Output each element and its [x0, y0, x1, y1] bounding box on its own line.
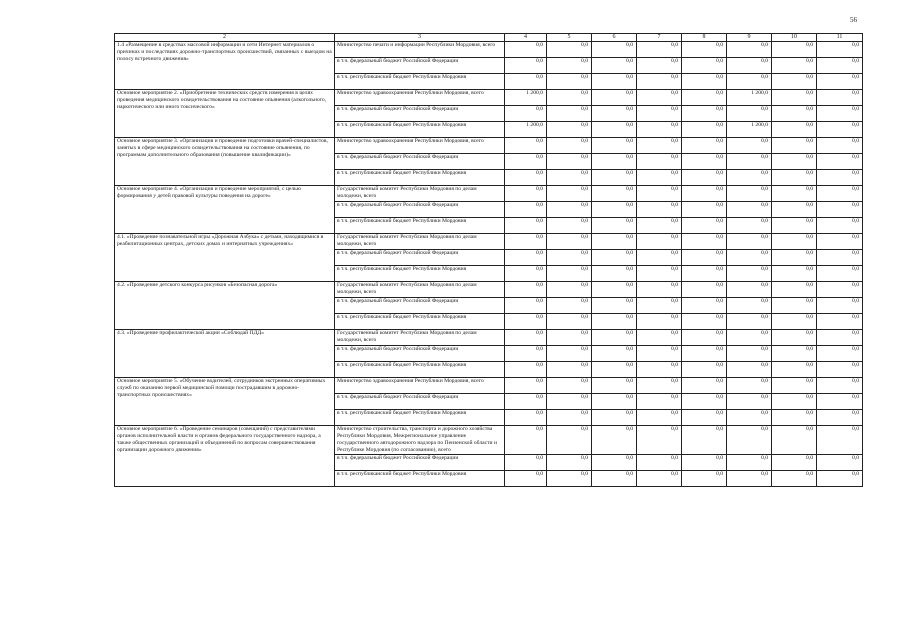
amount-cell: 0,0	[727, 282, 772, 298]
amount-cell: 0,0	[727, 154, 772, 170]
amount-cell: 0,0	[547, 218, 592, 234]
amount-cell: 0,0	[505, 455, 547, 471]
amount-cell: 0,0	[547, 58, 592, 74]
amount-cell: 0,0	[547, 362, 592, 378]
amount-cell: 0,0	[682, 154, 727, 170]
amount-cell: 0,0	[682, 471, 727, 487]
amount-cell: 0,0	[817, 394, 863, 410]
amount-cell: 0,0	[772, 186, 817, 202]
amount-cell: 0,0	[637, 314, 682, 330]
amount-cell: 0,0	[772, 410, 817, 426]
amount-cell: 0,0	[772, 154, 817, 170]
amount-cell: 0,0	[727, 234, 772, 250]
amount-cell: 0,0	[682, 42, 727, 58]
amount-cell: 0,0	[682, 122, 727, 138]
funding-source: в т.ч. республиканский бюджет Республики Мордовия	[335, 266, 505, 282]
amount-cell: 0,0	[682, 330, 727, 346]
amount-cell: 0,0	[505, 471, 547, 487]
amount-cell: 0,0	[682, 346, 727, 362]
amount-cell: 0,0	[592, 426, 637, 455]
amount-cell: 0,0	[592, 362, 637, 378]
amount-cell: 0,0	[682, 58, 727, 74]
amount-cell: 0,0	[817, 74, 863, 90]
amount-cell: 0,0	[682, 106, 727, 122]
amount-cell: 1 200,0	[727, 90, 772, 106]
amount-cell: 0,0	[817, 455, 863, 471]
amount-cell: 0,0	[547, 394, 592, 410]
amount-cell: 0,0	[772, 426, 817, 455]
table-row	[115, 42, 863, 58]
amount-cell: 0,0	[637, 234, 682, 250]
funding-source: в т.ч. федеральный бюджет Российской Федерации	[335, 58, 505, 74]
amount-cell: 0,0	[772, 106, 817, 122]
amount-cell: 0,0	[592, 250, 637, 266]
amount-cell: 0,0	[817, 378, 863, 394]
amount-cell: 0,0	[682, 378, 727, 394]
activity-title: Основное мероприятие 3. «Организация и проведение подготовки врачей-специалистов, занятых в сфере медицинского освидетельствования на состояние опьянения, по программам дополнительного образования (повышение квалификации)»	[115, 138, 335, 186]
amount-cell: 0,0	[637, 362, 682, 378]
amount-cell: 0,0	[727, 471, 772, 487]
column-number-4: 4	[505, 34, 547, 42]
amount-cell: 0,0	[772, 362, 817, 378]
amount-cell: 0,0	[772, 298, 817, 314]
amount-cell: 0,0	[772, 90, 817, 106]
amount-cell: 0,0	[637, 298, 682, 314]
amount-cell: 0,0	[772, 394, 817, 410]
column-number-2: 2	[115, 34, 335, 42]
amount-cell: 0,0	[547, 90, 592, 106]
amount-cell: 0,0	[772, 74, 817, 90]
activity-title: 4.2. «Проведение детского конкурса рисунков «Безопасная дорога»	[115, 282, 335, 330]
amount-cell: 0,0	[727, 455, 772, 471]
amount-cell: 0,0	[727, 170, 772, 186]
column-number-5: 5	[547, 34, 592, 42]
funding-source: Государственный комитет Республики Мордовия по делам молодежи, всего	[335, 186, 505, 202]
amount-cell: 0,0	[817, 346, 863, 362]
amount-cell: 0,0	[682, 266, 727, 282]
amount-cell: 0,0	[592, 330, 637, 346]
amount-cell: 0,0	[505, 378, 547, 394]
amount-cell: 0,0	[772, 378, 817, 394]
amount-cell: 0,0	[592, 266, 637, 282]
amount-cell: 1 200,0	[505, 122, 547, 138]
amount-cell: 0,0	[637, 346, 682, 362]
amount-cell: 0,0	[547, 122, 592, 138]
amount-cell: 0,0	[682, 186, 727, 202]
amount-cell: 0,0	[547, 106, 592, 122]
amount-cell: 0,0	[547, 314, 592, 330]
amount-cell: 0,0	[592, 170, 637, 186]
amount-cell: 0,0	[772, 170, 817, 186]
amount-cell: 0,0	[727, 202, 772, 218]
amount-cell: 0,0	[637, 90, 682, 106]
amount-cell: 0,0	[637, 250, 682, 266]
amount-cell: 0,0	[547, 74, 592, 90]
amount-cell: 0,0	[682, 234, 727, 250]
funding-source: в т.ч. федеральный бюджет Российской Федерации	[335, 154, 505, 170]
amount-cell: 0,0	[637, 186, 682, 202]
amount-cell: 0,0	[682, 282, 727, 298]
amount-cell: 0,0	[682, 314, 727, 330]
funding-source: Государственный комитет Республики Мордовия по делам молодежи, всего	[335, 330, 505, 346]
amount-cell: 0,0	[727, 410, 772, 426]
funding-source: в т.ч. республиканский бюджет Республики Мордовия	[335, 314, 505, 330]
amount-cell: 0,0	[547, 378, 592, 394]
amount-cell: 1 200,0	[505, 90, 547, 106]
amount-cell: 0,0	[817, 58, 863, 74]
amount-cell: 0,0	[727, 346, 772, 362]
amount-cell: 0,0	[682, 170, 727, 186]
amount-cell: 0,0	[505, 138, 547, 154]
activity-title: 4.1. «Проведение познавательной игры «Дорожная Азбука» с детьми, находящимися в реабилитационных центрах, детских домах и интернатных учреждениях»	[115, 234, 335, 282]
amount-cell: 0,0	[772, 218, 817, 234]
amount-cell: 0,0	[817, 330, 863, 346]
amount-cell: 0,0	[547, 282, 592, 298]
amount-cell: 0,0	[505, 234, 547, 250]
amount-cell: 0,0	[727, 58, 772, 74]
activity-title: 4.3. «Проведение профилактической акции «Соблюдай ПДД»	[115, 330, 335, 378]
amount-cell: 0,0	[682, 426, 727, 455]
amount-cell: 0,0	[817, 170, 863, 186]
column-number-3: 3	[335, 34, 505, 42]
amount-cell: 0,0	[505, 314, 547, 330]
funding-source: в т.ч. республиканский бюджет Республики Мордовия	[335, 218, 505, 234]
amount-cell: 0,0	[727, 314, 772, 330]
amount-cell: 0,0	[682, 362, 727, 378]
table-row	[115, 426, 863, 455]
amount-cell: 0,0	[547, 42, 592, 58]
amount-cell: 0,0	[772, 58, 817, 74]
table-body	[115, 42, 863, 487]
amount-cell: 0,0	[505, 410, 547, 426]
activity-title: Основное мероприятие 6. «Проведение семинаров (совещаний) с представителями органов исполнительной власти и органов федерального государственного надзора, а также общественных организаций и объединений по вопросам совершенствования организации дорожного движения»	[115, 426, 335, 487]
amount-cell: 0,0	[682, 218, 727, 234]
amount-cell: 0,0	[772, 282, 817, 298]
column-number-7: 7	[637, 34, 682, 42]
amount-cell: 0,0	[727, 394, 772, 410]
amount-cell: 0,0	[637, 394, 682, 410]
amount-cell: 0,0	[817, 154, 863, 170]
amount-cell: 0,0	[505, 202, 547, 218]
amount-cell: 0,0	[592, 218, 637, 234]
activity-title: Основное мероприятие 5. «Обучение водителей, сотрудников экстренных оперативных служб по оказанию первой медицинской помощи пострадавшим в дорожно-транспортных происшествиях»	[115, 378, 335, 426]
funding-source: Министерство здравоохранения Республики Мордовия, всего	[335, 378, 505, 394]
funding-source: Государственный комитет Республики Мордовия по делам молодежи, всего	[335, 234, 505, 250]
amount-cell: 0,0	[505, 330, 547, 346]
amount-cell: 0,0	[547, 471, 592, 487]
amount-cell: 0,0	[547, 426, 592, 455]
amount-cell: 0,0	[772, 314, 817, 330]
program-finance-table	[114, 33, 863, 487]
amount-cell: 0,0	[817, 298, 863, 314]
amount-cell: 0,0	[592, 455, 637, 471]
amount-cell: 0,0	[592, 410, 637, 426]
amount-cell: 0,0	[817, 90, 863, 106]
amount-cell: 0,0	[592, 90, 637, 106]
amount-cell: 0,0	[727, 106, 772, 122]
funding-source: в т.ч. федеральный бюджет Российской Федерации	[335, 250, 505, 266]
amount-cell: 0,0	[592, 122, 637, 138]
funding-source: Министерство печати и информации Республики Мордовия, всего	[335, 42, 505, 58]
funding-source: в т.ч. федеральный бюджет Российской Федерации	[335, 298, 505, 314]
funding-source: в т.ч. федеральный бюджет Российской Федерации	[335, 202, 505, 218]
amount-cell: 0,0	[727, 218, 772, 234]
amount-cell: 0,0	[682, 90, 727, 106]
amount-cell: 0,0	[592, 138, 637, 154]
amount-cell: 0,0	[682, 74, 727, 90]
column-number-row	[115, 34, 863, 42]
amount-cell: 0,0	[817, 202, 863, 218]
amount-cell: 0,0	[772, 234, 817, 250]
amount-cell: 0,0	[592, 378, 637, 394]
amount-cell: 0,0	[727, 74, 772, 90]
amount-cell: 0,0	[772, 455, 817, 471]
amount-cell: 0,0	[817, 282, 863, 298]
table-row	[115, 282, 863, 298]
amount-cell: 0,0	[727, 186, 772, 202]
amount-cell: 0,0	[505, 154, 547, 170]
amount-cell: 0,0	[547, 298, 592, 314]
amount-cell: 0,0	[772, 42, 817, 58]
amount-cell: 0,0	[505, 218, 547, 234]
amount-cell: 0,0	[817, 314, 863, 330]
funding-source: в т.ч. республиканский бюджет Республики Мордовия	[335, 122, 505, 138]
funding-source: в т.ч. республиканский бюджет Республики Мордовия	[335, 170, 505, 186]
amount-cell: 0,0	[682, 410, 727, 426]
amount-cell: 0,0	[592, 282, 637, 298]
amount-cell: 0,0	[727, 266, 772, 282]
table-row	[115, 138, 863, 154]
funding-source: в т.ч. федеральный бюджет Российской Федерации	[335, 346, 505, 362]
amount-cell: 0,0	[817, 42, 863, 58]
amount-cell: 0,0	[637, 58, 682, 74]
table-row	[115, 330, 863, 346]
amount-cell: 0,0	[547, 455, 592, 471]
amount-cell: 0,0	[505, 298, 547, 314]
amount-cell: 0,0	[817, 362, 863, 378]
funding-source: Государственный комитет Республики Мордовия по делам молодежи, всего	[335, 282, 505, 298]
amount-cell: 0,0	[727, 138, 772, 154]
amount-cell: 0,0	[637, 455, 682, 471]
amount-cell: 0,0	[592, 202, 637, 218]
funding-source: в т.ч. республиканский бюджет Республики Мордовия	[335, 410, 505, 426]
amount-cell: 0,0	[505, 42, 547, 58]
amount-cell: 0,0	[817, 250, 863, 266]
column-number-8: 8	[682, 34, 727, 42]
amount-cell: 0,0	[817, 218, 863, 234]
amount-cell: 0,0	[547, 170, 592, 186]
amount-cell: 0,0	[727, 330, 772, 346]
amount-cell: 0,0	[727, 42, 772, 58]
funding-source: в т.ч. республиканский бюджет Республики Мордовия	[335, 74, 505, 90]
amount-cell: 0,0	[547, 250, 592, 266]
amount-cell: 0,0	[592, 234, 637, 250]
page-number: 56	[850, 16, 857, 24]
amount-cell: 0,0	[682, 455, 727, 471]
amount-cell: 0,0	[637, 202, 682, 218]
column-number-9: 9	[727, 34, 772, 42]
amount-cell: 0,0	[682, 202, 727, 218]
amount-cell: 0,0	[637, 218, 682, 234]
amount-cell: 0,0	[772, 330, 817, 346]
funding-source: в т.ч. федеральный бюджет Российской Федерации	[335, 106, 505, 122]
amount-cell: 0,0	[505, 186, 547, 202]
amount-cell: 0,0	[592, 58, 637, 74]
amount-cell: 0,0	[817, 410, 863, 426]
amount-cell: 0,0	[637, 266, 682, 282]
amount-cell: 0,0	[547, 330, 592, 346]
amount-cell: 0,0	[637, 426, 682, 455]
amount-cell: 0,0	[817, 471, 863, 487]
amount-cell: 0,0	[592, 298, 637, 314]
amount-cell: 0,0	[637, 471, 682, 487]
amount-cell: 0,0	[727, 426, 772, 455]
column-number-10: 10	[772, 34, 817, 42]
amount-cell: 0,0	[817, 122, 863, 138]
amount-cell: 0,0	[682, 394, 727, 410]
amount-cell: 0,0	[505, 250, 547, 266]
amount-cell: 0,0	[637, 106, 682, 122]
amount-cell: 0,0	[592, 74, 637, 90]
amount-cell: 0,0	[637, 74, 682, 90]
funding-source: Министерство строительства, транспорта и дорожного хозяйства Республики Мордовия, Межрегиональное управление государственного автодорожного надзора по Пензенской области и Республике Мордовия (по согласованию), всего	[335, 426, 505, 455]
amount-cell: 1 200,0	[727, 122, 772, 138]
funding-source: в т.ч. федеральный бюджет Российской Федерации	[335, 455, 505, 471]
amount-cell: 0,0	[727, 298, 772, 314]
amount-cell: 0,0	[592, 314, 637, 330]
activity-title: 1.4 «Размещение в средствах массовой информации и сети Интернет материалов о причинах и последствиях дорожно-транспортных происшествий, связанных с выездом на полосу встречного движения»	[115, 42, 335, 90]
amount-cell: 0,0	[505, 266, 547, 282]
amount-cell: 0,0	[547, 138, 592, 154]
amount-cell: 0,0	[547, 346, 592, 362]
amount-cell: 0,0	[772, 471, 817, 487]
amount-cell: 0,0	[547, 186, 592, 202]
amount-cell: 0,0	[547, 234, 592, 250]
amount-cell: 0,0	[637, 138, 682, 154]
amount-cell: 0,0	[505, 394, 547, 410]
column-number-6: 6	[592, 34, 637, 42]
amount-cell: 0,0	[547, 154, 592, 170]
amount-cell: 0,0	[547, 410, 592, 426]
amount-cell: 0,0	[505, 282, 547, 298]
amount-cell: 0,0	[505, 426, 547, 455]
amount-cell: 0,0	[505, 58, 547, 74]
activity-title: Основное мероприятие 4. «Организация и проведение мероприятий, с целью формирования у детей правовой культуры поведения на дороге»	[115, 186, 335, 234]
amount-cell: 0,0	[547, 202, 592, 218]
amount-cell: 0,0	[682, 138, 727, 154]
amount-cell: 0,0	[817, 234, 863, 250]
amount-cell: 0,0	[817, 266, 863, 282]
amount-cell: 0,0	[505, 170, 547, 186]
funding-source: в т.ч. республиканский бюджет Республики Мордовия	[335, 362, 505, 378]
amount-cell: 0,0	[637, 154, 682, 170]
amount-cell: 0,0	[505, 74, 547, 90]
funding-source: Министерство здравоохранения Республики Мордовия, всего	[335, 90, 505, 106]
amount-cell: 0,0	[592, 471, 637, 487]
amount-cell: 0,0	[592, 106, 637, 122]
amount-cell: 0,0	[727, 250, 772, 266]
funding-source: в т.ч. федеральный бюджет Российской Федерации	[335, 394, 505, 410]
amount-cell: 0,0	[772, 266, 817, 282]
table-row	[115, 186, 863, 202]
amount-cell: 0,0	[772, 138, 817, 154]
amount-cell: 0,0	[505, 362, 547, 378]
amount-cell: 0,0	[637, 122, 682, 138]
amount-cell: 0,0	[772, 250, 817, 266]
column-number-11: 11	[817, 34, 863, 42]
amount-cell: 0,0	[682, 298, 727, 314]
amount-cell: 0,0	[682, 250, 727, 266]
amount-cell: 0,0	[817, 106, 863, 122]
activity-title: Основное мероприятие 2. «Приобретение технических средств измерения в целях проведения медицинского освидетельствования на состояние опьянения (алкогольного, наркотического или иного токсического»	[115, 90, 335, 138]
amount-cell: 0,0	[727, 378, 772, 394]
table-row	[115, 234, 863, 250]
funding-source: в т.ч. республиканский бюджет Республики Мордовия	[335, 471, 505, 487]
table-row	[115, 378, 863, 394]
table-row	[115, 90, 863, 106]
amount-cell: 0,0	[817, 186, 863, 202]
amount-cell: 0,0	[772, 122, 817, 138]
amount-cell: 0,0	[505, 106, 547, 122]
amount-cell: 0,0	[637, 330, 682, 346]
amount-cell: 0,0	[637, 282, 682, 298]
funding-source: Министерство здравоохранения Республики Мордовия, всего	[335, 138, 505, 154]
amount-cell: 0,0	[772, 346, 817, 362]
amount-cell: 0,0	[637, 410, 682, 426]
amount-cell: 0,0	[817, 138, 863, 154]
amount-cell: 0,0	[592, 42, 637, 58]
amount-cell: 0,0	[547, 266, 592, 282]
amount-cell: 0,0	[727, 362, 772, 378]
amount-cell: 0,0	[592, 154, 637, 170]
amount-cell: 0,0	[637, 378, 682, 394]
amount-cell: 0,0	[772, 202, 817, 218]
amount-cell: 0,0	[592, 346, 637, 362]
amount-cell: 0,0	[592, 394, 637, 410]
amount-cell: 0,0	[637, 42, 682, 58]
amount-cell: 0,0	[505, 346, 547, 362]
amount-cell: 0,0	[817, 426, 863, 455]
amount-cell: 0,0	[592, 186, 637, 202]
amount-cell: 0,0	[637, 170, 682, 186]
